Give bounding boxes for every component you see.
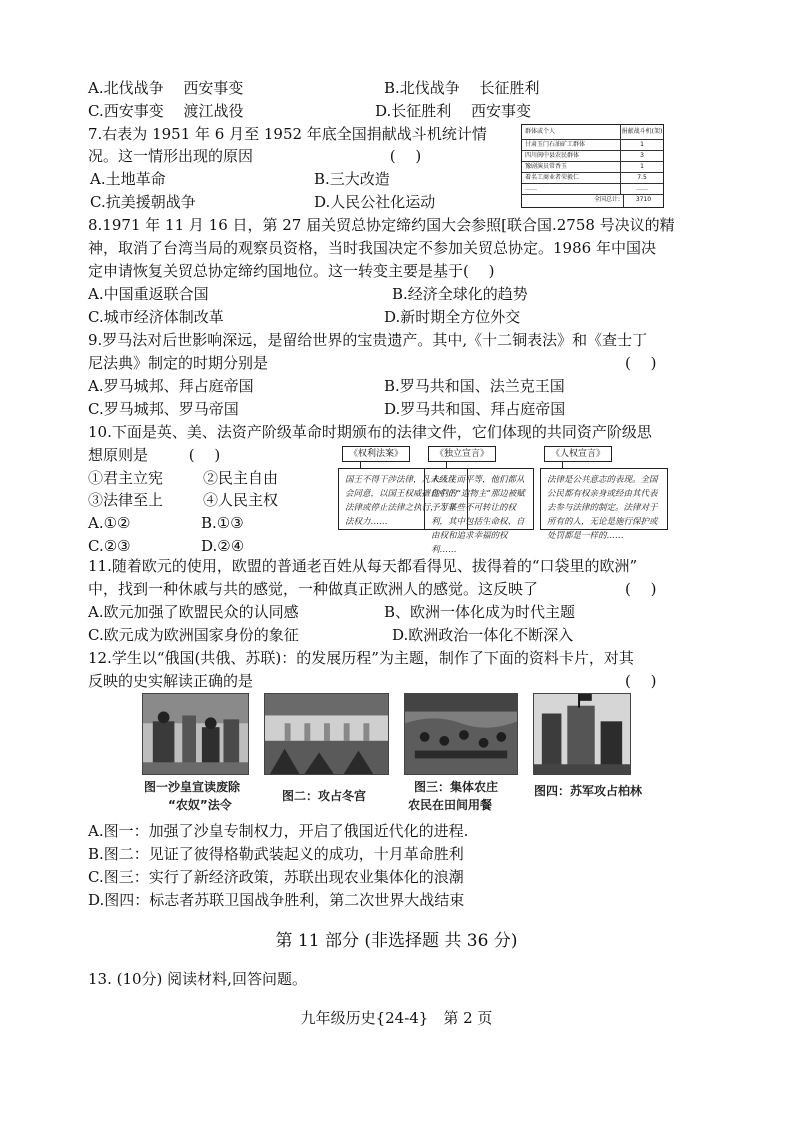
- table-row: [522, 151, 663, 162]
- q11-option-a: A.欧元加强了欧盟民众的认同感: [88, 603, 299, 621]
- q7-option-c: C.抗美援朝战争: [90, 193, 196, 211]
- q9-stem-line2: [88, 352, 268, 374]
- table-cell: 四川阆中县农民群体: [522, 151, 621, 161]
- q8-stem-line2: 神，取消了台湾当局的观察员资格，当时我国决定不参加关贸总协定。1986 年中国决: [88, 239, 656, 257]
- table-cell: ……: [522, 184, 621, 194]
- table-cell: 全国总计:: [522, 195, 624, 207]
- q7-option-a: A.土地革命: [90, 170, 166, 188]
- table-cell: 甘肃玉门石油矿工群体: [522, 140, 621, 150]
- q9-option-a: A.罗马城邦、拜占庭帝国: [88, 377, 254, 395]
- q6-option-d: D.长征胜利 西安事变: [375, 102, 532, 120]
- q10-choice-3: ③法律至上: [88, 491, 164, 509]
- q10-stem-text: 想原则是: [88, 446, 149, 464]
- q10-option-a: A.①②: [88, 514, 131, 532]
- q8-stem-line3: 定申请恢复关贸总协定缔约国地位。这一转变主要是基于( ): [88, 262, 495, 280]
- q11-option-c: C.欧元成为欧洲国家身份的象征: [88, 626, 299, 644]
- document-title: 《人权宣言》: [544, 446, 612, 462]
- table-row: [522, 184, 663, 195]
- q12-option-a: A.图一：加强了沙皇专制权力，开启了俄国近代化的进程.: [88, 822, 469, 840]
- q9-option-d: D.罗马共和国、拜占庭帝国: [384, 400, 566, 418]
- q12-option-b: B.图二：见证了彼得格勒武装起义的成功，十月革命胜利: [88, 845, 464, 863]
- q6-option-b: B.北伐战争 长征胜利: [384, 79, 540, 97]
- document-text: 人人生而平等，他们都从他们的“造物主”那边被赋予了某些不可转让的权利，其中包括生命权、自由权和追求幸福的权利……: [424, 468, 534, 530]
- q11-option-b: B、欧洲一体化成为时代主题: [384, 603, 576, 621]
- table-cell: 1: [640, 163, 644, 170]
- q12-option-c: C.图三：实行了新经济政策，苏联出现农业集体化的浪潮: [88, 868, 464, 886]
- table-cell: 1: [640, 141, 644, 148]
- q9-option-b: B.罗马共和国、法兰克王国: [384, 377, 565, 395]
- table-row: [522, 173, 663, 184]
- q13-stem: 13. (10分) 阅读材料,回答问题。: [88, 970, 307, 988]
- table-header-cell: 捐献战斗机(架): [621, 128, 663, 135]
- q6-option-c: C.西安事变 渡江战役: [88, 102, 244, 120]
- table-header-row: [522, 125, 663, 140]
- document-title: 《独立宣言》: [428, 446, 496, 462]
- q10-choice-4: ④人民主权: [203, 491, 279, 509]
- q10-option-c: C.②③: [88, 537, 131, 555]
- table-cell: ……: [636, 185, 648, 192]
- q12-caption-2: 图二：攻占冬宫: [282, 789, 367, 803]
- q9-answer-paren: ( ): [625, 354, 657, 372]
- table-row: [522, 162, 663, 173]
- q12-option-d: D.图四：标志者苏联卫国战争胜利，第二次世界大战结束: [88, 891, 465, 909]
- q11-answer-paren: ( ): [625, 580, 657, 598]
- q12-answer-paren: ( ): [625, 672, 657, 690]
- q11-stem-line1: 11.随着欧元的使用，欧盟的普通老百姓从每天都看得见、拔得着的“口袋里的欧洲”: [88, 557, 638, 575]
- table-cell: 7.5: [637, 174, 647, 181]
- document-title: 《权利法案》: [342, 446, 410, 462]
- q7-option-d: D.人民公社化运动: [314, 193, 436, 211]
- table-cell: 着名工商业者荣毅仁: [522, 173, 621, 183]
- q10-document-declaration-of-independence: [424, 446, 534, 555]
- q10-stem-line1: 10.下面是英、美、法资产阶级革命时期颁布的法律文件，它们体现的共同资产阶级思: [88, 423, 652, 441]
- q11-option-d: D.欧洲政治一体化不断深入: [392, 626, 574, 644]
- q9-stem-line1: 9.罗马法对后世影响深远，是留给世界的宝贵遗产。其中,《十二铜表法》和《查士丁: [88, 331, 648, 349]
- q10-option-b: B.①③: [201, 514, 244, 532]
- q12-picture-4-berlin: [533, 693, 631, 775]
- q9-stem-text: 尼法典》制定的时期分别是: [88, 354, 269, 372]
- document-text: 法律是公共意志的表现。全国公民都有权亲身或经由其代表去参与法律的制定。法律对于所有的人，无论是施行保护或处罚都是一样的……: [540, 468, 668, 530]
- q12-stem-line1: 12.学生以“俄国(共俄、苏联)：的发展历程”为主题，制作了下面的资料卡片，对其: [88, 649, 634, 667]
- q10-stem-line2: [88, 444, 220, 466]
- q12-caption-3-line1: 图三：集体农庄: [414, 780, 499, 794]
- q10-document-declaration-of-rights-of-man: [540, 446, 668, 541]
- q7-donation-table: [521, 124, 664, 208]
- q12-caption-3-line2: 农民在田间用餐: [408, 798, 493, 812]
- page-footer: 九年级历史{24-4} 第 2 页: [300, 1009, 493, 1027]
- q10-option-d: D.②④: [201, 537, 245, 555]
- q10-choice-2: ②民主自由: [203, 469, 279, 487]
- q7-answer-paren: ( ): [389, 147, 422, 165]
- q12-picture-1-tsar-decree: [142, 693, 249, 775]
- q9-option-c: C.罗马城邦、罗马帝国: [88, 400, 239, 418]
- table-cell: 豫剧演员常香玉: [522, 162, 621, 172]
- table-cell: 3: [640, 152, 644, 159]
- section-title: 第 11 部分 (非选择题 共 36 分): [275, 931, 518, 951]
- table-row: [522, 140, 663, 151]
- q11-stem-line2: 中，找到一种休戚与共的感觉，一种做真正欧洲人的感觉。这反映了: [88, 580, 539, 598]
- q10-choice-1: ①君主立宪: [88, 469, 164, 487]
- document-text: 国王不得干涉法律，凡未经议会同意，以国王权威擅自中止法律或停止法律之执行，为非法权力……: [338, 468, 468, 530]
- table-cell: 3710: [635, 196, 652, 203]
- q7-stem-text: 况。这一情形出现的原因: [88, 147, 254, 165]
- q7-option-b: B.三大改造: [314, 170, 390, 188]
- q12-stem-line2: 反映的史实解读正确的是: [88, 672, 254, 690]
- q10-answer-paren: ( ): [188, 446, 221, 464]
- q12-picture-3-collective-farm: [404, 693, 518, 775]
- q8-stem-line1: 8.1971 年 11 月 16 日，第 27 届关贸总协定缔约国大会参照[联合国.2758 号决议的精: [88, 216, 675, 234]
- q8-option-a: A.中国重返联合国: [88, 285, 209, 303]
- q12-caption-1-line1: 图一沙皇宣读废除: [144, 780, 241, 794]
- q7-stem-line2: [88, 145, 421, 167]
- q8-option-c: C.城市经济体制改革: [88, 308, 224, 326]
- q12-picture-2-winter-palace: [264, 693, 389, 775]
- q6-option-a: A.北伐战争 西安事变: [88, 79, 244, 97]
- q8-option-b: B.经济全球化的趋势: [392, 285, 528, 303]
- table-header-cell: 群体或个人: [522, 125, 621, 139]
- q12-caption-4: 图四：苏军攻占柏林: [534, 784, 643, 798]
- table-total-row: [522, 195, 663, 207]
- q12-caption-1-line2: “农奴”法令: [168, 798, 232, 812]
- q8-option-d: D.新时期全方位外交: [384, 308, 521, 326]
- q7-stem-line1: 7.右表为 1951 年 6 月至 1952 年底全国捐献战斗机统计情: [88, 125, 487, 143]
